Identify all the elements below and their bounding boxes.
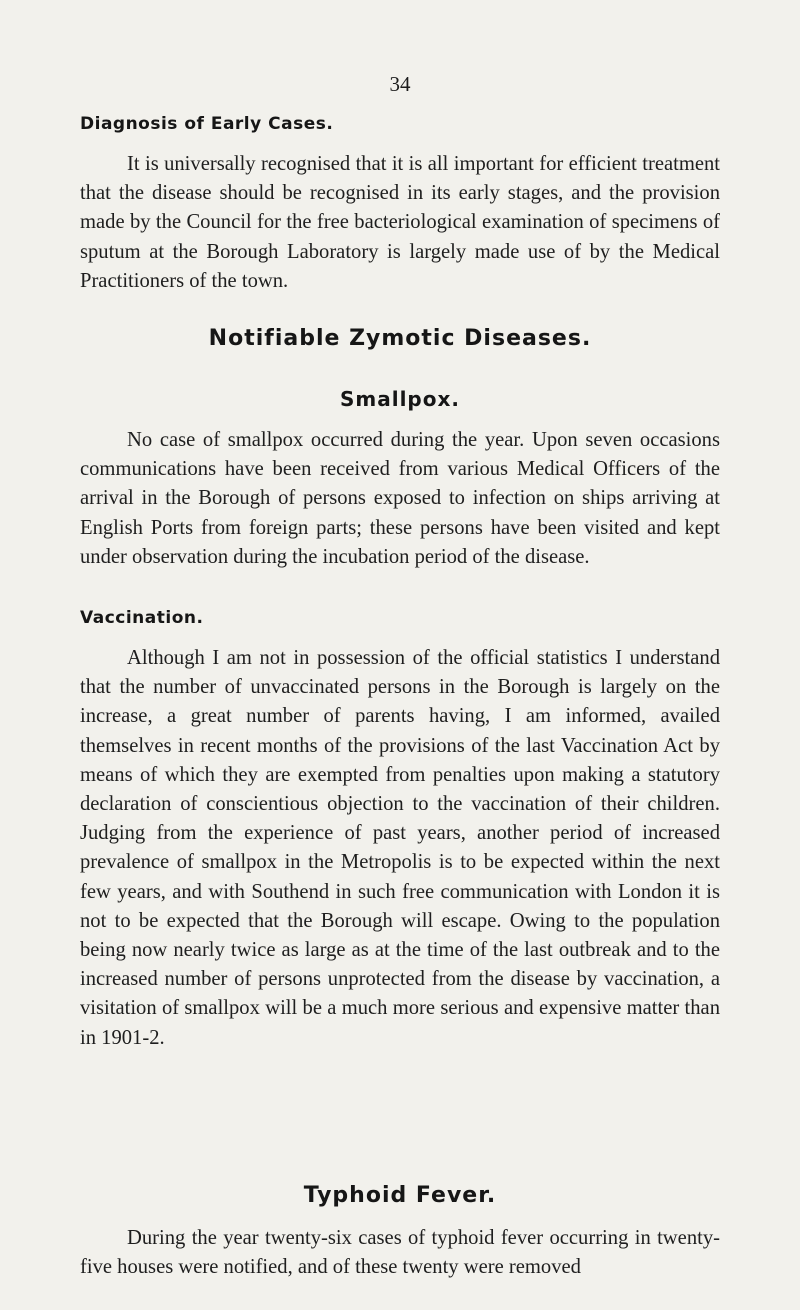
heading-smallpox: Smallpox. — [339, 387, 460, 411]
paragraph-typhoid: During the year twenty-six cases of typhoid fever occurring in twenty-five houses were notified, and of these twenty were removed — [80, 1227, 720, 1279]
heading-vaccination: Vaccination. — [80, 608, 204, 628]
paragraph-smallpox: No case of smallpox occurred during the year. Upon seven occasions communications have been received from various Medical Officers of the arrival in the Borough of persons exposed to infection on ships arriving at English Ports from foreign parts; these persons have been visited and kept under observation during the incubation period of the disease. — [80, 429, 720, 568]
heading-typhoid-fever: Typhoid Fever. — [303, 1183, 497, 1208]
paragraph-vaccination: Although I am not in possession of the official statistics I understand that the number of unvaccinated persons in the Borough is largely on the increase, a great number of parents having, I am informed, availed themselves in recent months of the provisions of the last Vaccination Act by means of which they are exempted from penalties upon making a statutory declaration of conscientious objection to the vaccination of their children. Judging from the experience of past years, another period of increased prevalence of smallpox in the Metropolis is to be expected within the next few years, and with Southend in such free communication with London it is not to be expected that the Borough will escape. Owing to the population being now nearly twice as large as at the time of the last outbreak and to the increased number of persons unprotected from the disease by vaccination, a visitation of smallpox will be a much more serious and expensive matter than in 1901-2. — [80, 647, 720, 1049]
heading-notifiable-zymotic-diseases: Notifiable Zymotic Diseases. — [208, 326, 592, 351]
paragraph-diagnosis: It is universally recognised that it is all important for efficient treatment that the disease should be recognised in its early stages, and the provision made by the Council for the free bacteriological examination of specimens of sputum at the Borough Laboratory is largely made use of by the Medical Practitioners of the town. — [80, 153, 720, 292]
page-number: 34 — [389, 72, 411, 96]
heading-diagnosis-early-cases: Diagnosis of Early Cases. — [80, 114, 334, 134]
